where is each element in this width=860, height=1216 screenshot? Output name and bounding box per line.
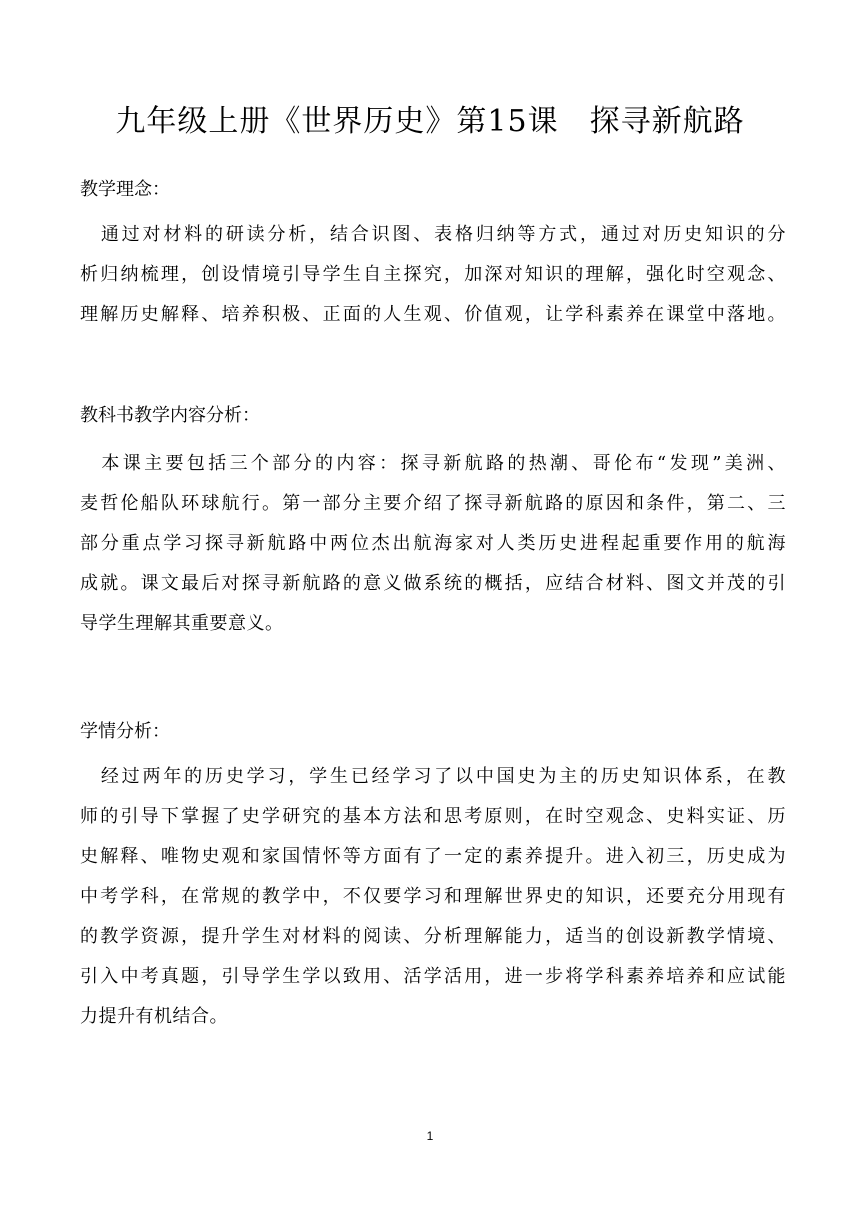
paragraph-line: 本课主要包括三个部分的内容：探寻新航路的热潮、哥伦布“发现”美洲、	[80, 453, 786, 474]
document-title: 九年级上册《世界历史》第15课 探寻新航路	[115, 104, 745, 139]
paragraph-line: 理解历史解释、培养积极、正面的人生观、价值观，让学科素养在课堂中落地。	[80, 304, 786, 325]
section-heading-teaching-philosophy: 教学理念：	[80, 179, 170, 200]
section-paragraph-student-analysis	[80, 757, 786, 1037]
section-paragraph-teaching-philosophy	[80, 215, 786, 335]
section-heading-textbook-analysis: 教科书教学内容分析：	[80, 405, 260, 426]
section-paragraph-textbook-analysis	[80, 444, 786, 644]
section-heading-student-analysis: 学情分析：	[80, 721, 170, 742]
paragraph-line: 引入中考真题，引导学生学以致用、活学活用，进一步将学科素养培养和应试能	[80, 966, 786, 987]
paragraph-line: 史解释、唯物史观和家国情怀等方面有了一定的素养提升。进入初三，历史成为	[80, 846, 786, 867]
paragraph-line: 的教学资源，提升学生对材料的阅读、分析理解能力，适当的创设新教学情境、	[80, 926, 786, 947]
paragraph-line: 成就。课文最后对探寻新航路的意义做系统的概括，应结合材料、图文并茂的引	[80, 573, 786, 594]
paragraph-line: 力提升有机结合。	[80, 1006, 228, 1027]
paragraph-line: 通过对材料的研读分析，结合识图、表格归纳等方式，通过对历史知识的分	[80, 224, 786, 245]
paragraph-line: 师的引导下掌握了史学研究的基本方法和思考原则，在时空观念、史料实证、历	[80, 806, 786, 827]
paragraph-line: 麦哲伦船队环球航行。第一部分主要介绍了探寻新航路的原因和条件，第二、三	[80, 493, 786, 514]
paragraph-line: 部分重点学习探寻新航路中两位杰出航海家对人类历史进程起重要作用的航海	[80, 533, 786, 554]
paragraph-line: 导学生理解其重要意义。	[80, 613, 284, 634]
paragraph-line: 中考学科，在常规的教学中，不仅要学习和理解世界史的知识，还要充分用现有	[80, 886, 786, 907]
paragraph-line: 经过两年的历史学习，学生已经学习了以中国史为主的历史知识体系，在教	[80, 766, 786, 787]
paragraph-line: 析归纳梳理，创设情境引导学生自主探究，加深对知识的理解，强化时空观念、	[80, 264, 786, 285]
page-number: 1	[426, 1129, 434, 1143]
